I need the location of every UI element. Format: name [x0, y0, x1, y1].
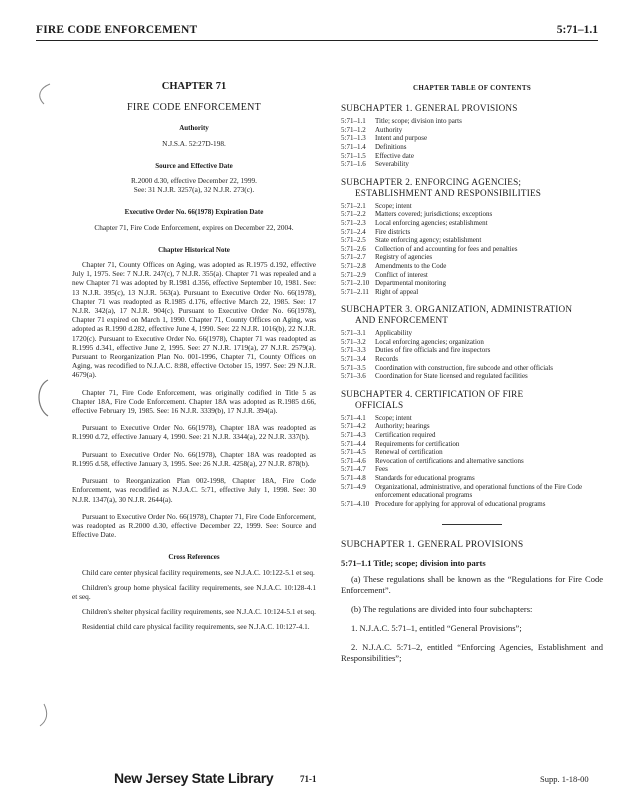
cross-reference: Child care center physical facility requirements, see N.J.A.C. 10:122-5.1 et seq.	[82, 567, 315, 577]
toc-section-title: Fire districts	[375, 227, 411, 236]
toc-section-number: 5:71–4.10	[341, 499, 370, 508]
source-text: R.2000 d.30, effective December 22, 1999.	[131, 176, 257, 186]
toc-row	[341, 262, 603, 271]
toc-section-number: 5:71–2.8	[341, 261, 366, 270]
toc-section-number: 5:71–4.6	[341, 456, 366, 465]
toc-row	[341, 279, 603, 288]
toc-row	[341, 364, 603, 373]
toc-list	[341, 117, 603, 169]
toc-section-title: Matters covered; jurisdictions; exceptions	[375, 210, 493, 219]
binder-mark-icon	[14, 700, 54, 730]
toc-subchapter-title: SUBCHAPTER 4. CERTIFICATION OF FIRE	[341, 388, 524, 399]
toc-section-number: 5:71–1.1	[341, 117, 366, 126]
toc-list	[341, 414, 603, 509]
toc-section-title: Fees	[375, 465, 388, 474]
toc-subchapter-title-cont: OFFICIALS	[355, 399, 404, 410]
toc-subchapter-heading	[341, 389, 603, 411]
toc-section-title: Authority	[375, 125, 403, 134]
body-subchapter-heading: SUBCHAPTER 1. GENERAL PROVISIONS	[341, 540, 524, 551]
toc-row	[341, 338, 603, 347]
toc-section-title: Local enforcing agencies; organization	[375, 337, 484, 346]
body-paragraph: (a) These regulations shall be known as the “Regulations for Fire Code Enforcement”.	[341, 573, 603, 595]
toc-section-number: 5:71–4.3	[341, 431, 366, 440]
toc-row	[341, 414, 603, 423]
toc-row	[341, 271, 603, 280]
toc-section-title: Applicability	[375, 329, 412, 338]
binder-mark-icon	[14, 82, 54, 106]
toc-section-number: 5:71–4.9	[341, 482, 366, 491]
toc-section-number: 5:71–3.4	[341, 355, 366, 364]
cross-reference: Children's shelter physical facility requirements, see N.J.A.C. 10:124-5.1 et seq.	[82, 607, 316, 617]
toc-row	[341, 288, 603, 297]
toc-section-title: Certification required	[375, 431, 436, 440]
running-header	[36, 24, 598, 41]
toc-row	[341, 483, 603, 500]
toc-section-title: Amendments to the Code	[375, 261, 447, 270]
history-heading: Chapter Historical Note	[158, 245, 230, 254]
toc-section-title: Revocation of certifications and alternative sanctions	[375, 456, 524, 465]
history-paragraph: Chapter 71, Fire Code Enforcement, was originally codified in Title 5 as Chapter 18A, Fire Code Enforcement. Chapter 18A was adopted as R.1985 d.66, effective February 19, 1985. See: 16 N.J.R. 3339(b), 17 N.J.R. 394(a).	[72, 387, 316, 416]
toc-section-number: 5:71–4.4	[341, 439, 366, 448]
history-paragraph: Chapter 71, County Offices on Aging, was adopted as R.1975 d.192, effective July 1, 1975. See: 7 N.J.R. 247(c), 7 N.J.R. 355(a). Chapter 71 was repealed and a new Chapter 71 was adopted by R.1981 d.356, effective September 10, 1981. See: 13 N.J.R. 395(c), 13 N.J.R. 563(a). Pursuant to Executive Order No. 66(1978), Chapter 71 was readopted as R.1985 d.176, effective March 22, 1985. See: 17 N.J.R. 342(a), 17 N.J.R. 904(c). Pursuant to Executive Order No. 66(1978), Chapter 71 expired on March 1, 1990. Chapter 71, County Offices on Aging, was adopted as R.1990 d.282, effective June 4, 1990. See: 22 N.J.R. 1016(b), 22 N.J.R. 1720(c). Pursuant to Executive Order No. 66(1978), Chapter 71 was readopted as R.1995 d.341, effective June 2, 1995. See: 27 N.J.R. 1719(a), 27 N.J.R. 2579(a). Pursuant to Reorganization Plan No. 001-1996, Chapter 71, County Offices on Aging, was recodified to N.J.A.C. 8:88, effective October 15, 1997. See: 29 N.J.R. 4679(a).	[72, 260, 316, 380]
toc-row	[341, 355, 603, 364]
toc-section-number: 5:71–1.5	[341, 151, 366, 160]
toc-section-number: 5:71–2.4	[341, 227, 366, 236]
page-number: 71-1	[300, 774, 317, 784]
toc-subchapter-title-cont: ESTABLISHMENT AND RESPONSIBILITIES	[355, 187, 542, 198]
binder-hole-icon	[14, 376, 54, 420]
source-citation: See: 31 N.J.R. 3257(a), 32 N.J.R. 273(c).	[133, 185, 255, 195]
toc-row	[341, 329, 603, 338]
toc-row	[341, 253, 603, 262]
toc-row	[341, 134, 603, 143]
toc-section-title: Registry of agencies	[375, 253, 433, 262]
toc-row	[341, 500, 603, 509]
cross-reference: Residential child care physical facility requirements, see N.J.A.C. 10:127-4.1.	[82, 622, 310, 632]
toc-section-title: Departmental monitoring	[375, 279, 446, 288]
toc-row	[341, 245, 603, 254]
toc-section-number: 5:71–2.11	[341, 287, 369, 296]
body-list-item: 1. N.J.A.C. 5:71–1, entitled “General Provisions”;	[351, 622, 522, 633]
toc-section-number: 5:71–2.3	[341, 218, 366, 227]
toc-section-title: Requirements for certification	[375, 439, 460, 448]
source-heading: Source and Effective Date	[155, 161, 233, 170]
toc-section-title: Scope; intent	[375, 201, 412, 210]
toc-row	[341, 346, 603, 355]
toc-subchapter-title: SUBCHAPTER 1. GENERAL PROVISIONS	[341, 103, 518, 114]
toc-row	[341, 431, 603, 440]
toc-section-number: 5:71–2.7	[341, 253, 366, 262]
chapter-front-matter	[72, 70, 316, 638]
toc-section-number: 5:71–4.1	[341, 413, 366, 422]
authority-heading: Authority	[179, 124, 209, 133]
toc-section-number: 5:71–1.6	[341, 160, 366, 169]
toc-row	[341, 440, 603, 449]
toc-row	[341, 210, 603, 219]
authority-text: N.J.S.A. 52:27D-198.	[162, 138, 226, 148]
toc-section-title: Standards for educational programs	[375, 474, 475, 483]
table-of-contents	[341, 76, 603, 672]
chapter-title: FIRE CODE ENFORCEMENT	[126, 102, 262, 114]
toc-section-number: 5:71–2.9	[341, 270, 366, 279]
toc-section-title: Coordination for State licensed and regulated facilities	[375, 372, 528, 381]
toc-section-title: Effective date	[375, 151, 414, 160]
expiration-text: Chapter 71, Fire Code Enforcement, expires on December 22, 2004.	[94, 222, 294, 232]
toc-section-number: 5:71–2.5	[341, 236, 366, 245]
toc-section-title: Scope; intent	[375, 413, 412, 422]
toc-section-number: 5:71–2.1	[341, 201, 366, 210]
library-stamp: New Jersey State Library	[114, 770, 274, 786]
toc-section-title: Severability	[375, 160, 409, 169]
history-paragraph: Pursuant to Reorganization Plan 002-1998, Chapter 18A, Fire Code Enforcement, was recodified as N.J.A.C. 5:71, effective July 1, 1998. See: 30 N.J.R. 1347(a), 30 N.J.R. 2644(a).	[72, 476, 316, 504]
toc-row	[341, 372, 603, 381]
toc-section-number: 5:71–3.3	[341, 346, 366, 355]
toc-section-number: 5:71–3.2	[341, 337, 366, 346]
toc-section-number: 5:71–4.2	[341, 422, 366, 431]
toc-section-title: Local enforcing agencies; establishment	[375, 218, 488, 227]
toc-section-number: 5:71–4.5	[341, 448, 366, 457]
header-section-number: 5:71–1.1	[556, 24, 598, 36]
history-paragraph: Pursuant to Executive Order No. 66(1978), Chapter 71, Fire Code Enforcement, was readopted as R.2000 d.30, effective December 22, 1999. See: Source and Effective Date.	[72, 511, 316, 540]
toc-row	[341, 219, 603, 228]
toc-subchapter-title-cont: AND ENFORCEMENT	[355, 315, 449, 326]
toc-subchapter-title: SUBCHAPTER 3. ORGANIZATION, ADMINISTRATION	[341, 304, 573, 315]
toc-section-number: 5:71–4.8	[341, 474, 366, 483]
toc-row	[341, 448, 603, 457]
toc-section-number: 5:71–3.6	[341, 372, 366, 381]
toc-section-title: Collection of and accounting for fees and penalties	[375, 244, 518, 253]
toc-subchapter-heading	[341, 177, 603, 199]
toc-row	[341, 228, 603, 237]
chapter-number: CHAPTER 71	[161, 81, 227, 92]
toc-row	[341, 160, 603, 169]
toc-row	[341, 202, 603, 211]
toc-row	[341, 474, 603, 483]
toc-section-title: Duties of fire officials and fire inspectors	[375, 346, 491, 355]
supplement-date: Supp. 1-18-00	[540, 774, 589, 784]
toc-section-number: 5:71–1.4	[341, 142, 366, 151]
toc-section-number: 5:71–4.7	[341, 465, 366, 474]
toc-row	[341, 422, 603, 431]
header-title: FIRE CODE ENFORCEMENT	[36, 24, 198, 36]
toc-row	[341, 457, 603, 466]
section-divider	[442, 524, 502, 525]
toc-section-number: 5:71–2.2	[341, 210, 366, 219]
toc-row	[341, 143, 603, 152]
toc-section-number: 5:71–2.6	[341, 244, 366, 253]
page-footer	[0, 772, 618, 790]
toc-section-title: Title; scope; division into parts	[375, 117, 462, 126]
toc-section-title: Conflict of interest	[375, 270, 428, 279]
section-heading: 5:71–1.1 Title; scope; division into parts	[341, 557, 486, 568]
toc-row	[341, 152, 603, 161]
toc-section-number: 5:71–3.5	[341, 363, 366, 372]
toc-row	[341, 117, 603, 126]
history-paragraph: Pursuant to Executive Order No. 66(1978), Chapter 18A was readopted as R.1990 d.72, effective January 4, 1990. See: 21 N.J.R. 3344(a), 22 N.J.R. 337(b).	[72, 423, 316, 442]
toc-section-title: Coordination with construction, fire subcode and other officials	[375, 363, 553, 372]
cross-reference: Children's group home physical facility requirements, see N.J.A.C. 10:128-4.1 et seq.	[72, 582, 316, 601]
toc-list	[341, 202, 603, 297]
toc-title: CHAPTER TABLE OF CONTENTS	[412, 84, 532, 92]
toc-section-number: 5:71–1.3	[341, 134, 366, 143]
toc-list	[341, 329, 603, 381]
toc-row	[341, 236, 603, 245]
toc-subchapter-heading	[341, 103, 603, 114]
cross-references-heading: Cross References	[168, 553, 220, 562]
toc-section-title: Records	[375, 355, 398, 364]
toc-section-title: Right of appeal	[375, 287, 419, 296]
toc-section-number: 5:71–1.2	[341, 125, 366, 134]
toc-section-number: 5:71–3.1	[341, 329, 366, 338]
toc-section-title: Definitions	[375, 142, 407, 151]
toc-section-title: Procedure for applying for approval of educational programs	[375, 499, 546, 508]
toc-section-title: Renewal of certification	[375, 448, 443, 457]
toc-row	[341, 126, 603, 135]
toc-section-number: 5:71–2.10	[341, 279, 370, 288]
body-paragraph: (b) The regulations are divided into four subchapters:	[351, 603, 533, 614]
expiration-heading: Executive Order No. 66(1978) Expiration Date	[124, 208, 264, 217]
toc-section-title: Intent and purpose	[375, 134, 428, 143]
toc-section-title: Authority; hearings	[375, 422, 430, 431]
toc-section-title: State enforcing agency; establishment	[375, 236, 482, 245]
toc-section-title: Organizational, administrative, and operational functions of the Fire Code enforcement educational programs	[375, 482, 583, 500]
body-list-item: 2. N.J.A.C. 5:71–2, entitled “Enforcing Agencies, Establishment and Responsibilities”;	[341, 641, 603, 663]
toc-row	[341, 465, 603, 474]
history-paragraph: Pursuant to Executive Order No. 66(1978), Chapter 18A was readopted as R.1995 d.58, effective January 3, 1995. See: 26 N.J.R. 4258(a), 27 N.J.R. 878(b).	[72, 449, 316, 468]
toc-subchapter-heading	[341, 304, 603, 326]
toc-subchapter-title: SUBCHAPTER 2. ENFORCING AGENCIES;	[341, 176, 522, 187]
